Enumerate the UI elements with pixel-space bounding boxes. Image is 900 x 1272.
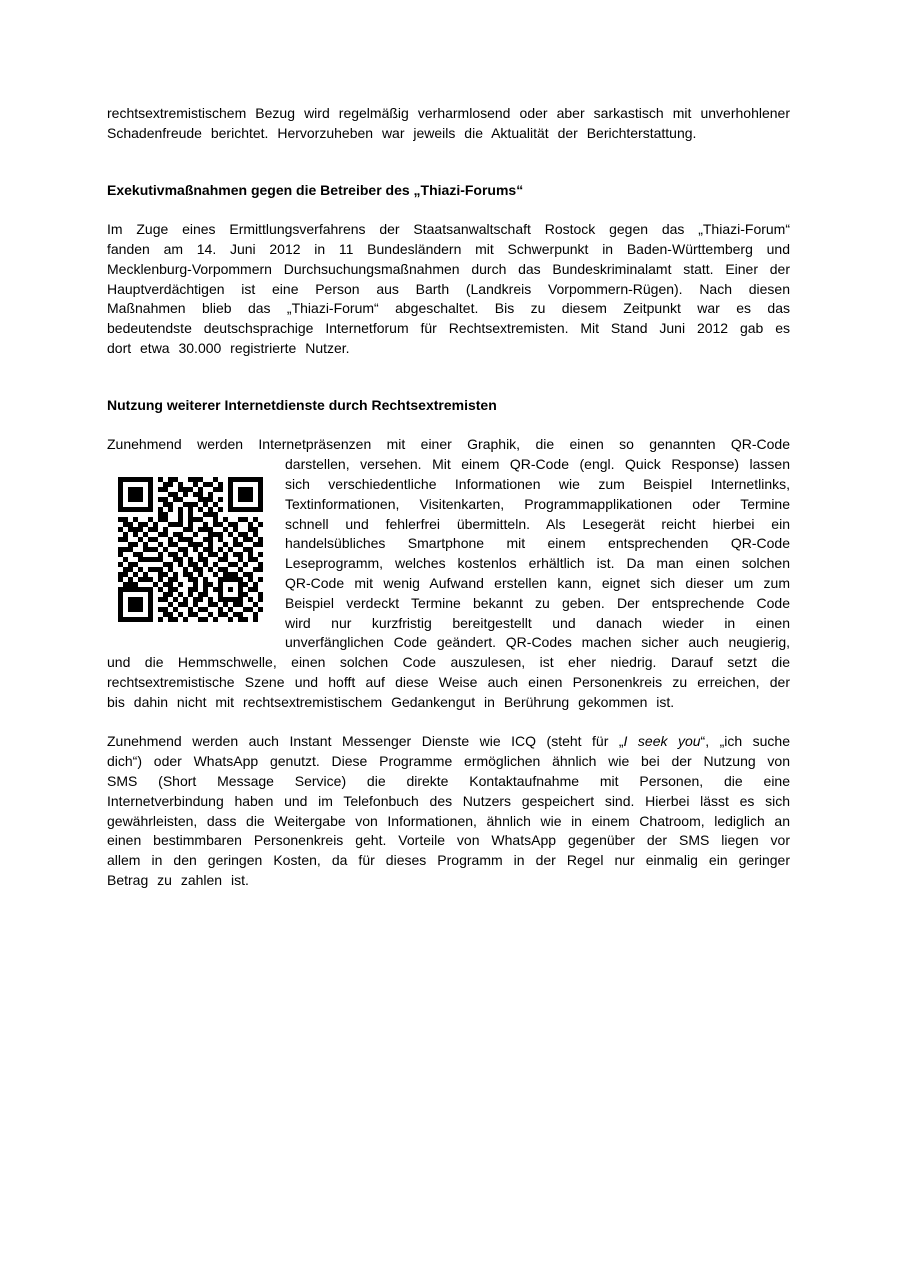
qr-code-image	[118, 477, 263, 622]
paragraph-messenger-start: Zunehmend werden auch Instant Messenger Dienste wie ICQ (steht für „	[107, 733, 624, 750]
paragraph-qr-code-intro: Zunehmend werden Internetpräsenzen mit einer Graphik, die einen so genannten QR-Code	[107, 436, 790, 453]
heading-exekutivmassnahmen: Exekutivmaßnahmen gegen die Betreiber des „Thiazi-Forums“	[107, 181, 524, 198]
paragraph-messenger-end: “, „ich suche dich“) oder WhatsApp genutzt. Diese Programme ermöglichen ähnlich wie bei der Nutzung von SMS (Short Message Service) die direkte Kontaktaufnahme mit Personen, die eine Internetverbindung haben und im Telefonbuch des Nutzers gespeichert sind. Hierbei lässt es sich gewährleisten, dass die Weitergabe von Informationen, ähnlich wie in einem Chatroom, lediglich an einen bestimmbaren Personenkreis geht. Vorteile von WhatsApp gegenüber der SMS liegen vor allem in den geringen Kosten, da für dieses Programm in der Regel nur einmalig ein geringer Betrag zu zahlen ist.	[107, 733, 790, 888]
paragraph-ermittlungsverfahren: Im Zuge eines Ermittlungsverfahrens der Staatsanwaltschaft Rostock gegen das „Thiazi-Forum“ fanden am 14. Juni 2012 in 11 Bundesländern mit Schwerpunkt in Baden-Württemberg und Mecklenburg-Vorpommern Durchsuchungsmaßnahmen durch das Bundeskriminalamt statt. Einer der Hauptverdächtigen ist eine Person aus Barth (Landkreis Vorpommern-Rügen). Nach diesen Maßnahmen blieb das „Thiazi-Forum“ abgeschaltet. Bis zu diesem Zeitpunkt war es das bedeutendste deutschsprachige Internetforum für Rechtsextremisten. Mit Stand Juni 2012 gab es dort etwa 30.000 registrierte Nutzer.	[107, 221, 790, 356]
paragraph-messenger	[107, 732, 790, 890]
heading-nutzung-internetdienste: Nutzung weiterer Internetdienste durch Rechtsextremisten	[107, 396, 497, 413]
paragraph-berichterstattung: rechtsextremistischem Bezug wird regelmäßig verharmlosend oder aber sarkastisch mit unverhohlener Schadenfreude berichtet. Hervorzuheben war jeweils die Aktualität der Berichterstattung.	[107, 105, 790, 141]
paragraph-qr-code	[107, 435, 790, 712]
paragraph-messenger-italic: I seek you	[623, 733, 701, 750]
qr-code-figure	[107, 455, 285, 640]
paragraph-qr-code-rest: darstellen, versehen. Mit einem QR-Code (engl. Quick Response) lassen sich verschiedentliche Informationen wie zum Beispiel Internetlinks, Textinformationen, Visitenkarten, Programmapplikationen oder Termine schnell und fehlerfrei übermitteln. Als Lesegerät reicht hierbei ein handelsübliches Smartphone mit einem entsprechenden QR-Code Leseprogramm, welches kostenlos erhältlich ist. Da man einen solchen QR-Code mit wenig Aufwand erstellen kann, eignet sich dieser um zum Beispiel verdeckt Termine bekannt zu geben. Der entsprechende Code wird nur kurzfristig bereitgestellt und danach wieder in einen unverfänglichen Code geändert. QR-Codes machen sicher auch neugierig, und die Hemmschwelle, einen solchen Code auszulesen, ist eher niedrig. Darauf setzt die rechtsextremistische Szene und hofft auf diese Weise auch einen Personenkreis zu erreichen, der bis dahin nicht mit rechtsextremistischem Gedankengut in Berührung gekommen ist.	[107, 456, 790, 710]
